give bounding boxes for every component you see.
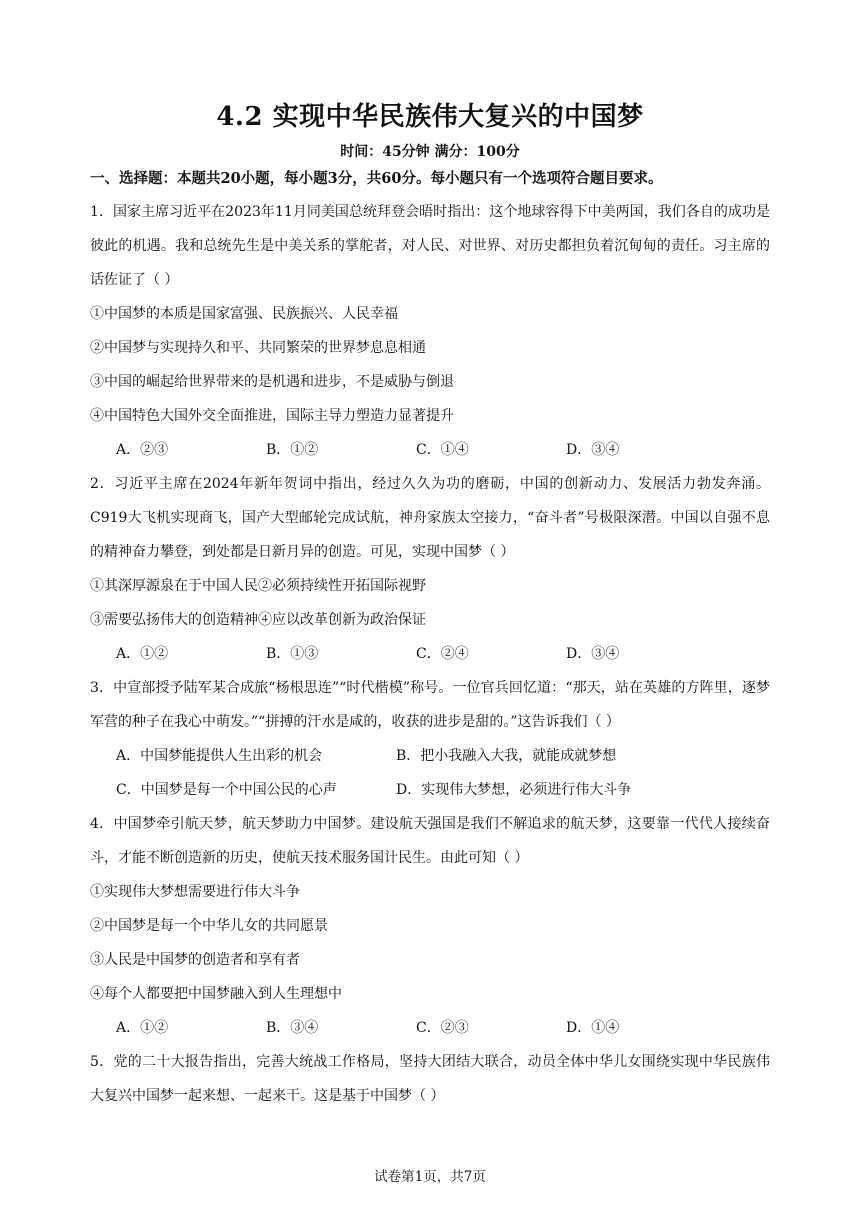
choice-c: C．②③ bbox=[416, 1020, 469, 1036]
choice-a: A．中国梦能提供人生出彩的机会 bbox=[116, 748, 323, 764]
statement-option: ③需要弘扬伟大的创造精神④应以改革创新为政治保证 bbox=[90, 612, 426, 628]
question-stem: 2．习近平主席在2024年新年贺词中指出，经过久久为功的磨砺，中国的创新动力、发展活力勃发奔涌。C919大飞机实现商飞，国产大型邮轮完成试航，神舟家族太空接力，“奋斗者”号极限深潜。中国以自强不息的精神奋力攀登，到处都是日新月异的创造。可见，实现中国梦（ ） bbox=[90, 476, 770, 560]
answer-choices-row-2 bbox=[90, 773, 770, 807]
statement-option: ②中国梦是每一个中华儿女的共同愿景 bbox=[90, 918, 328, 934]
choice-b: B．③④ bbox=[266, 1020, 319, 1036]
question-4 bbox=[90, 807, 770, 1045]
answer-choices bbox=[90, 433, 770, 467]
page-footer: 试卷第1页，共7页 bbox=[374, 1169, 486, 1185]
statement-option: ②中国梦与实现持久和平、共同繁荣的世界梦息息相通 bbox=[90, 340, 426, 356]
question-2 bbox=[90, 467, 770, 671]
choice-d: D．③④ bbox=[566, 646, 620, 662]
choice-c: C．②④ bbox=[416, 646, 469, 662]
page-title: 4.2 实现中华民族伟大复兴的中国梦 bbox=[216, 102, 644, 132]
statement-option: ③人民是中国梦的创造者和享有者 bbox=[90, 952, 300, 968]
question-stem: 4．中国梦牵引航天梦，航天梦助力中国梦。建设航天强国是我们不解追求的航天梦，这要靠一代代人接续奋斗，才能不断创造新的历史，使航天技术服务国计民生。由此可知（ ） bbox=[90, 816, 770, 866]
section-heading: 一、选择题：本题共20小题，每小题3分，共60分。每小题只有一个选项符合题目要求。 bbox=[90, 170, 663, 187]
statement-option: ①其深厚源泉在于中国人民②必须持续性开拓国际视野 bbox=[90, 578, 426, 594]
question-5 bbox=[90, 1045, 770, 1113]
choice-d: D．实现伟大梦想，必须进行伟大斗争 bbox=[396, 782, 632, 798]
choice-b: B．①② bbox=[266, 442, 319, 458]
question-stem: 3．中宣部授予陆军某合成旅“杨根思连”“时代楷模”称号。一位官兵回忆道：“那天，站在英雄的方阵里，逐梦军营的种子在我心中萌发。”“拼搏的汗水是咸的，收获的进步是甜的。”这告诉我们（ ） bbox=[90, 680, 770, 730]
choice-c: C．中国梦是每一个中国公民的心声 bbox=[116, 782, 337, 798]
statement-option: ④每个人都要把中国梦融入到人生理想中 bbox=[90, 986, 342, 1002]
statement-option: ①中国梦的本质是国家富强、民族振兴、人民幸福 bbox=[90, 306, 398, 322]
answer-choices bbox=[90, 1011, 770, 1045]
exam-time-score: 时间：45分钟 满分：100分 bbox=[340, 144, 520, 160]
statement-option: ③中国的崛起给世界带来的是机遇和进步，不是威胁与倒退 bbox=[90, 374, 454, 390]
choice-b: B．①③ bbox=[266, 646, 319, 662]
question-list bbox=[90, 195, 770, 1113]
choice-d: D．③④ bbox=[566, 442, 620, 458]
answer-choices bbox=[90, 637, 770, 671]
choice-a: A．①② bbox=[116, 646, 169, 662]
question-1 bbox=[90, 195, 770, 467]
choice-a: A．②③ bbox=[116, 442, 169, 458]
answer-choices-row-1 bbox=[90, 739, 770, 773]
question-3 bbox=[90, 671, 770, 807]
choice-d: D．①④ bbox=[566, 1020, 620, 1036]
question-stem: 5．党的二十大报告指出，完善大统战工作格局，坚持大团结大联合，动员全体中华儿女围绕实现中华民族伟大复兴中国梦一起来想、一起来干。这是基于中国梦（ ） bbox=[90, 1054, 770, 1104]
choice-a: A．①② bbox=[116, 1020, 169, 1036]
question-stem: 1．国家主席习近平在2023年11月同美国总统拜登会晤时指出：这个地球容得下中美两国，我们各自的成功是彼此的机遇。我和总统先生是中美关系的掌舵者，对人民、对世界、对历史都担负着沉甸甸的责任。习主席的话佐证了（ ） bbox=[90, 204, 770, 288]
statement-option: ①实现伟大梦想需要进行伟大斗争 bbox=[90, 884, 300, 900]
choice-c: C．①④ bbox=[416, 442, 469, 458]
choice-b: B．把小我融入大我，就能成就梦想 bbox=[396, 748, 617, 764]
statement-option: ④中国特色大国外交全面推进，国际主导力塑造力显著提升 bbox=[90, 408, 454, 424]
